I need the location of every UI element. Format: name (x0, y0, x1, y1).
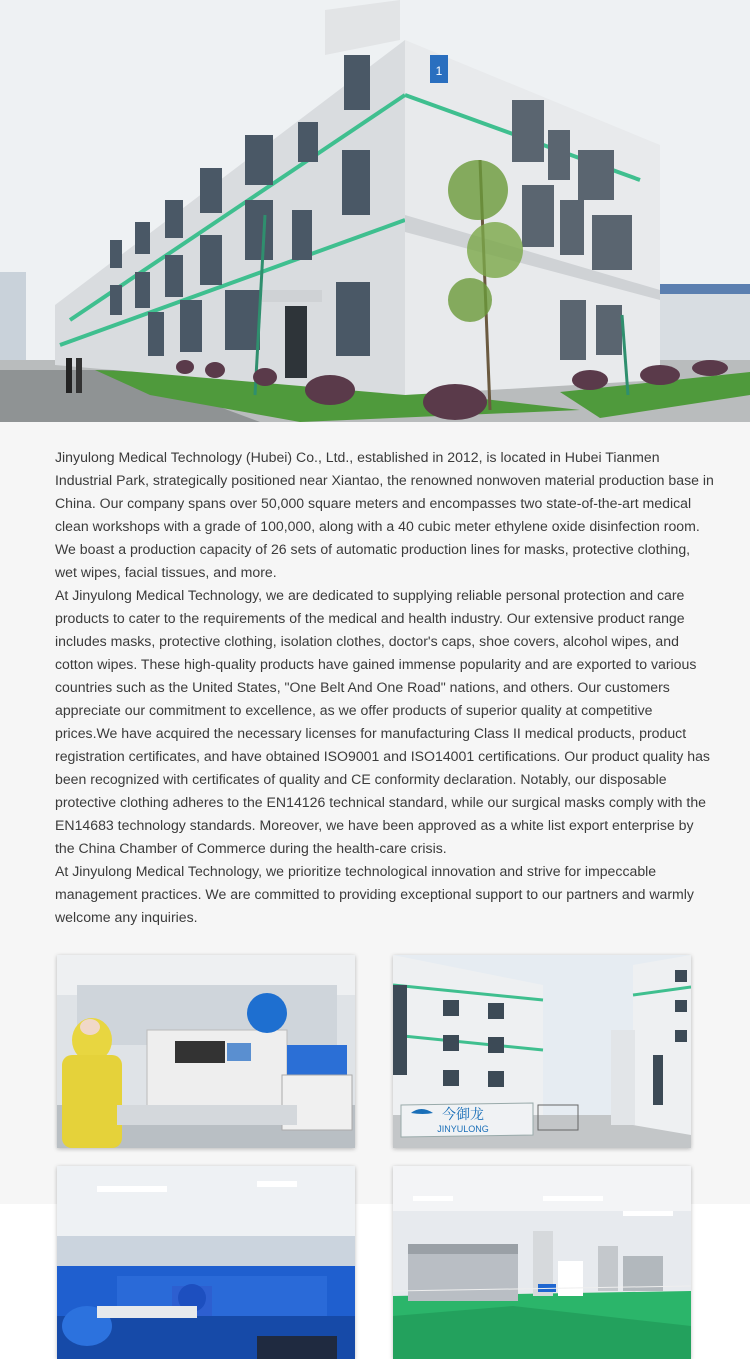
gate-sign-chinese: 今御龙 (442, 1107, 484, 1123)
intro-paragraph-1: Jinyulong Medical Technology (Hubei) Co., Ltd., established in 2012, is located in Hubei Tianmen Industrial Park, strategically positioned near Xiantao, the renowned nonwoven material production base in China. Our company spans over 50,000 square meters and encompasses two state-of-the-art medical clean workshops with a grade of 100,000, along with a 40 cubic meter ethylene oxide disinfection room. We boast a production capacity of 26 sets of automatic production lines for masks, protective clothing, wet wipes, facial tissues, and more. (55, 449, 714, 580)
gate-sign-english: JINYULONG (437, 1124, 489, 1134)
factory-gate-photo (393, 955, 691, 1148)
clean-room-machinery-photo (393, 1166, 691, 1359)
hero-building-photo (0, 0, 750, 422)
intro-paragraph-2: At Jinyulong Medical Technology, we are dedicated to supplying reliable personal protection and care products to cater to the requirements of the medical and health industry. Our extensive product range includes masks, protective clothing, isolation clothes, doctor's caps, shoe covers, alcohol wipes, and cotton wipes. These high-quality products have gained immense popularity and are exported to various countries such as the United States, "One Belt And One Road" nations, and others. Our customers appreciate our commitment to excellence, as we offer products of superior quality at competitive prices.We have acquired the necessary licenses for manufacturing Class II medical products, product registration certificates, and have obtained ISO9001 and ISO14001 certifications. Our product quality has been recognized with certificates of quality and CE conformity declaration. Notably, our disposable protective clothing adheres to the EN14126 technical standard, while our surgical masks comply with the EN14683 technology standards. Moreover, we have been approved as a white list export enterprise by the China Chamber of Commerce during the health-care crisis. (55, 587, 710, 856)
mask-production-line-photo (57, 955, 355, 1148)
intro-paragraph-3: At Jinyulong Medical Technology, we prioritize technological innovation and strive for impeccable management practices. We are committed to providing exceptional support to our partners and warmly welcome any inquiries. (55, 863, 694, 925)
building-illustration (0, 0, 750, 422)
protective-clothing-workshop-photo (57, 1166, 355, 1359)
company-intro (55, 446, 715, 929)
building-sign-text: 1 (435, 64, 443, 78)
